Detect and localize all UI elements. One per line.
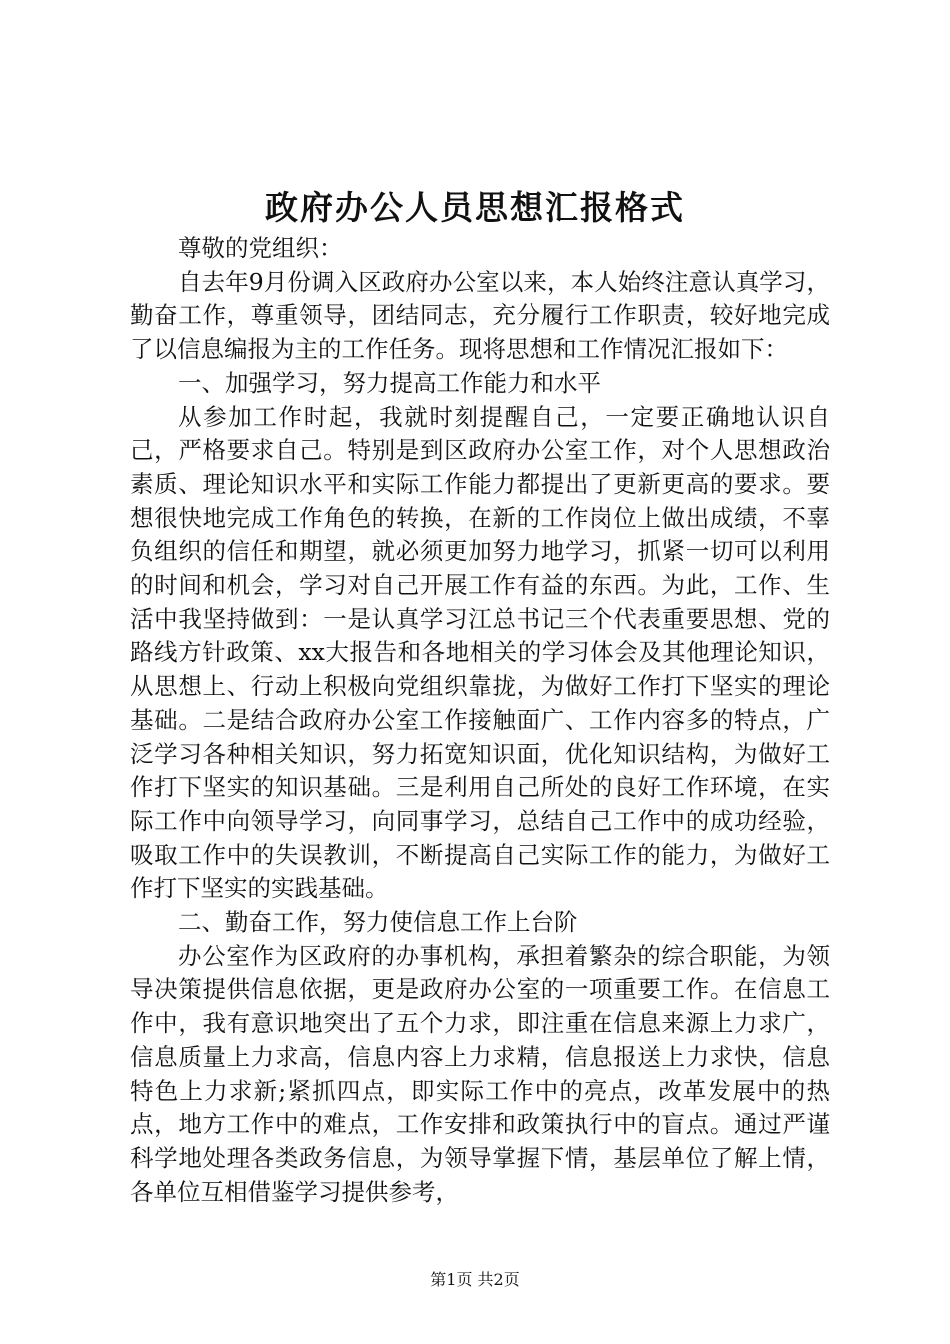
document-body	[130, 232, 830, 1209]
paragraph-info-work: 办公室作为区政府的办事机构，承担着繁杂的综合职能，为领导决策提供信息依据，更是政府办公室的一项重要工作。在信息工作中，我有意识地突出了五个力求，即注重在信息来源上力求广，信息质量上力求高，信息内容上力求精，信息报送上力求快，信息特色上力求新;紧抓四点，即实际工作中的亮点，改革发展中的热点，地方工作中的难点，工作安排和政策执行中的盲点。通过严谨科学地处理各类政务信息，为领导掌握下情，基层单位了解上情，各单位互相借鉴学习提供参考，	[130, 941, 830, 1206]
document-title: 政府办公人员思想汇报格式	[265, 188, 685, 227]
section-heading-1: 一、加强学习，努力提高工作能力和水平	[178, 368, 601, 397]
page-number-footer: 第1页 共2页	[430, 1270, 520, 1289]
salutation: 尊敬的党组织：	[178, 234, 343, 262]
section-heading-2: 二、勤奋工作，努力使信息工作上台阶	[178, 908, 578, 937]
paragraph-intro: 自去年9月份调入区政府办公室以来，本人始终注意认真学习，勤奋工作，尊重领导，团结同志，充分履行工作职责，较好地完成了以信息编报为主的工作任务。现将思想和工作情况汇报如下：	[130, 267, 830, 364]
paragraph-study: 从参加工作时起，我就时刻提醒自己，一定要正确地认识自己，严格要求自己。特别是到区政府办公室工作，对个人思想政治素质、理论知识水平和实际工作能力都提出了更新更高的要求。要想很快地完成工作角色的转换，在新的工作岗位上做出成绩，不辜负组织的信任和期望，就必须更加努力地学习，抓紧一切可以利用的时间和机会，学习对自己开展工作有益的东西。为此，工作、生活中我坚持做到：一是认真学习江总书记三个代表重要思想、党的路线方针政策、xx大报告和各地相关的学习体会及其他理论知识，从思想上、行动上积极向党组织靠拢，为做好工作打下坚实的理论基础。二是结合政府办公室工作接触面广、工作内容多的特点，广泛学习各种相关知识，努力拓宽知识面，优化知识结构，为做好工作打下坚实的知识基础。三是利用自己所处的良好工作环境，在实际工作中向领导学习，向同事学习，总结自己工作中的成功经验，吸取工作中的失误教训，不断提高自己实际工作的能力，为做好工作打下坚实的实践基础。	[130, 402, 830, 903]
